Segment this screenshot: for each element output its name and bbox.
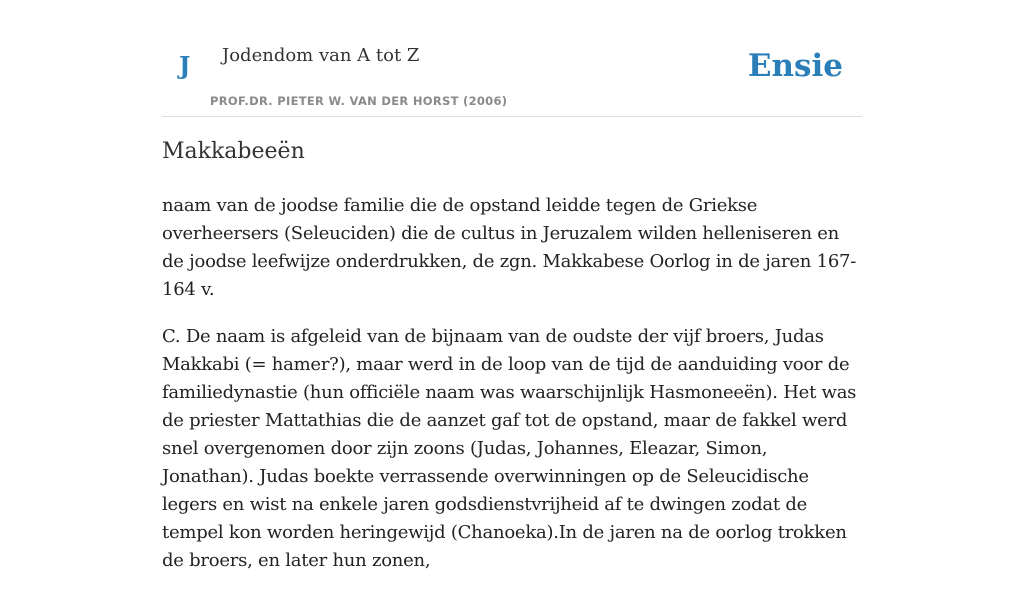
book-title-link[interactable]: Jodendom van A tot Z: [222, 45, 420, 66]
book-author: PROF.DR. PIETER W. VAN DER HORST (2006): [210, 94, 508, 108]
page-container: [162, 0, 862, 571]
entry-paragraph: C. De naam is afgeleid van de bijnaam van de oudste der vijf broers, Judas Makkabi (= hamer?), maar werd in de loop van de tijd de aanduiding voor de familiedynastie (hun officiële naam was waarschijnlijk Hasmoneeën). Het was de priester Mattathias die de aanzet gaf tot de opstand, maar de fakkel werd snel overgenomen door zijn zoons (Judas, Johannes, Eleazar, Simon, Jonathan). Judas boekte verrassende overwinningen op de Seleucidische legers en wist na enkele jaren godsdienstvrijheid af te dwingen zodat de tempel kon worden heringewijd (Chanoeka).In de jaren na de oorlog trokken de broers, en later hun zonen,: [162, 326, 857, 571]
book-header: [162, 0, 862, 117]
entry-title: Makkabeeën: [162, 139, 305, 164]
brand-logo[interactable]: Ensie: [747, 48, 843, 84]
entry-paragraph: naam van de joodse familie die de opstand leidde tegen de Griekse overheersers (Seleuciden) die de cultus in Jeruzalem wilden helleniseren en de joodse leefwijze onderdrukken, de zgn. Makkabese Oorlog in de jaren 167-164 v.: [162, 195, 857, 300]
book-letter-icon[interactable]: J: [179, 51, 191, 80]
entry-body: [162, 192, 862, 594]
